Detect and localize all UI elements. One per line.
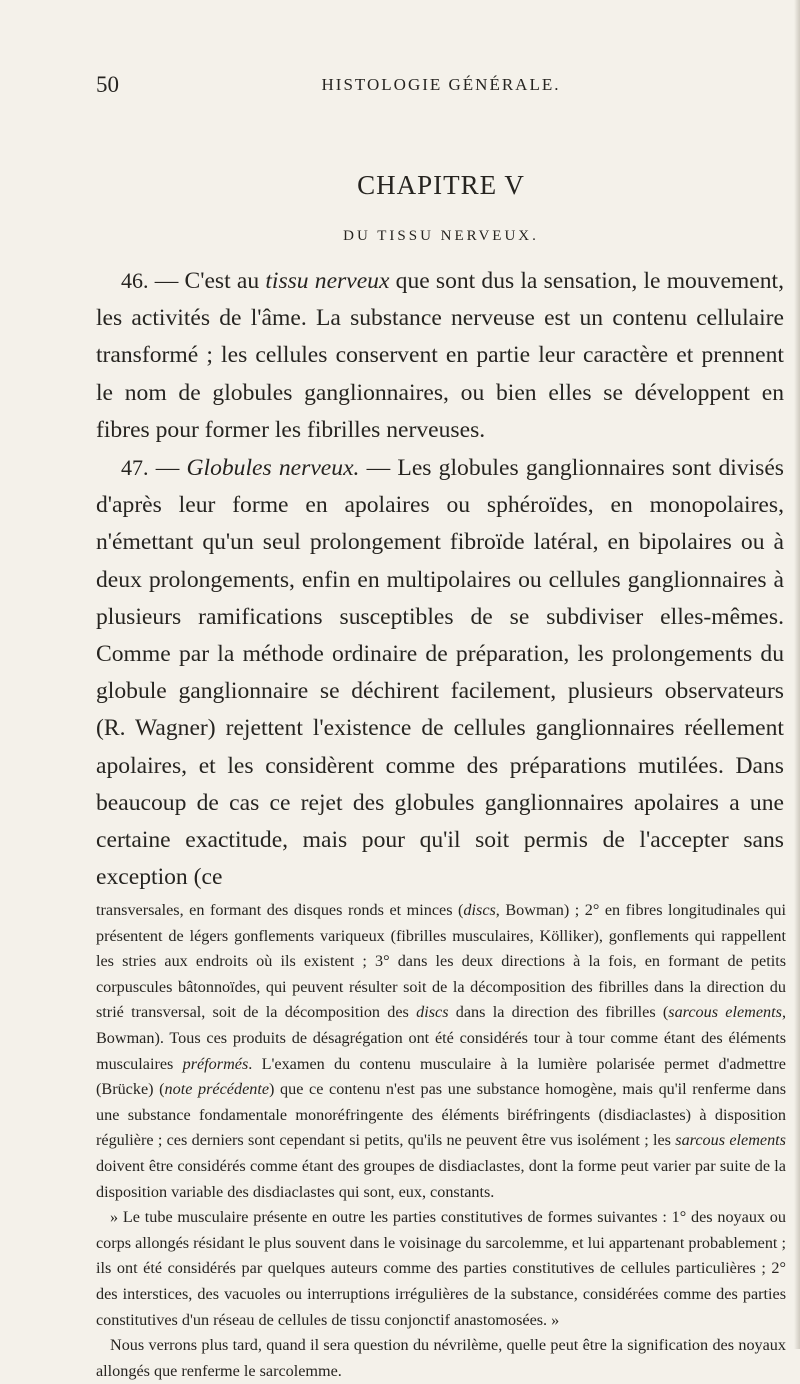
footnote-text: , Bowman). Tous ces produits de désagrégation ont été considérés tour à tour comme étant des éléments musculaires — [96, 1003, 786, 1073]
paragraph-dash: — C'est au — [148, 268, 266, 294]
paragraph-term: Globules nerveux. — [186, 455, 360, 482]
running-title: HISTOLOGIE GÉNÉRALE. — [321, 75, 561, 94]
footnote-text: , Bowman) ; 2° en fibres longitudinales qui présentent de légers gonflements variqueux (fibrilles musculaires, Kölliker), gonflements qui rappellent les stries aux endroits où ils existent ; 3° dans les deux directions à la fois, en formant de petits corpuscules bâtonnoïdes, qui peuvent résulter soit de la décomposition des fibrilles dans la direction du strié transversal, soit de la décomposition des — [96, 901, 786, 1022]
page-number: 50 — [96, 72, 119, 97]
footnote-text: . L'examen du contenu musculaire à la lumière polarisée permet d'admettre (Brücke) ( — [96, 1054, 786, 1099]
footnote-text: transversales, en formant des disques ronds et minces ( — [96, 901, 464, 919]
footnote-paragraph-2: » Le tube musculaire présente en outre les parties constitutives de formes suivantes : 1° des noyaux ou corps allongés résidant le plus souvent dans le voisinage du sarcolemme, et lui appartenant probablement ; ils ont été considérés par quelques auteurs comme des parties constitutives de cellules particulières ; 2° des interstices, des vacuoles ou interruptions irrégulières de la substance, considérées comme des parties constitutives d'un réseau de cellules de tissu conjonctif anastomosées. » — [96, 1208, 786, 1329]
paragraph-text: — Les globules ganglionnaires sont divisés d'après leur forme en apolaires ou sphéroïdes, en monopolaires, n'émettant qu'un seul prolongement fibroïde latéral, en bipolaires ou à deux prolongements, enfin en multipolaires ou cellules ganglionnaires à plusieurs ramifications susceptibles de se subdiviser elles-mêmes. Comme par la méthode ordinaire de préparation, les prolongements du globule ganglionnaire se déchirent facilement, plusieurs observateurs (R. Wagner) rejettent l'existence de cellules ganglionnaires réellement apolaires, et les considèrent comme des préparations mutilées. Dans beaucoup de cas ce rejet des globules ganglionnaires apolaires a une certaine exactitude, mais pour qu'il soit permis de l'accepter sans exception (ce — [96, 455, 784, 891]
paragraph-number: 46. — [121, 268, 149, 293]
paragraph-text: que sont dus la sensation, le mouvement, les activités de l'âme. La substance nerveuse est un contenu cellulaire transformé ; les cellules conservent en partie leur caractère et prennent le nom de globules ganglionnaires, ou bien elles se développent en fibres pour former les fibrilles nerveuses. — [96, 268, 784, 443]
footnote-italic: préformés — [182, 1054, 249, 1073]
chapter-subtitle: DU TISSU NERVEUX. — [343, 228, 539, 244]
footnote-paragraph-1 — [96, 898, 786, 1205]
page-edge-shadow — [794, 0, 800, 1349]
footnote-paragraph-3: Nous verrons plus tard, quand il sera question du névrilème, quelle peut être la signification des noyaux allongés que renferme le sarcolemme. — [96, 1336, 786, 1380]
footnote-text: doivent être considérés comme étant des groupes de disdiaclastes, dont la forme peut varier par suite de la disposition variable des disdiaclastes qui sont, eux, constants. — [96, 1156, 786, 1201]
footnote-italic: discs — [416, 1003, 449, 1022]
chapter-title: CHAPITRE V — [357, 170, 525, 200]
paragraph-47 — [96, 449, 784, 896]
footnote-text: ) que ce contenu n'est pas une substance homogène, mais qu'il renferme dans une substance fondamentale monoréfringente des éléments biréfringents (disdiaclastes) à disposition régulière ; ces derniers sont cependant si petits, qu'ils ne peuvent être vus isolément ; les — [96, 1080, 786, 1150]
footnote — [96, 898, 786, 1384]
paragraph-dash: — — [148, 455, 187, 482]
footnote-text: dans la direction des fibrilles ( — [448, 1003, 669, 1022]
footnote-italic: discs — [463, 901, 496, 919]
body-text — [96, 262, 784, 896]
footnote-italic: sarcous elements — [675, 1131, 786, 1150]
footnote-italic: sarcous elements — [668, 1003, 782, 1022]
footnote-italic: note précédente — [164, 1080, 270, 1099]
paragraph-term: tissu nerveux — [265, 268, 390, 294]
running-head — [96, 72, 786, 100]
paragraph-number: 47. — [121, 455, 149, 481]
paragraph-46 — [96, 262, 784, 449]
